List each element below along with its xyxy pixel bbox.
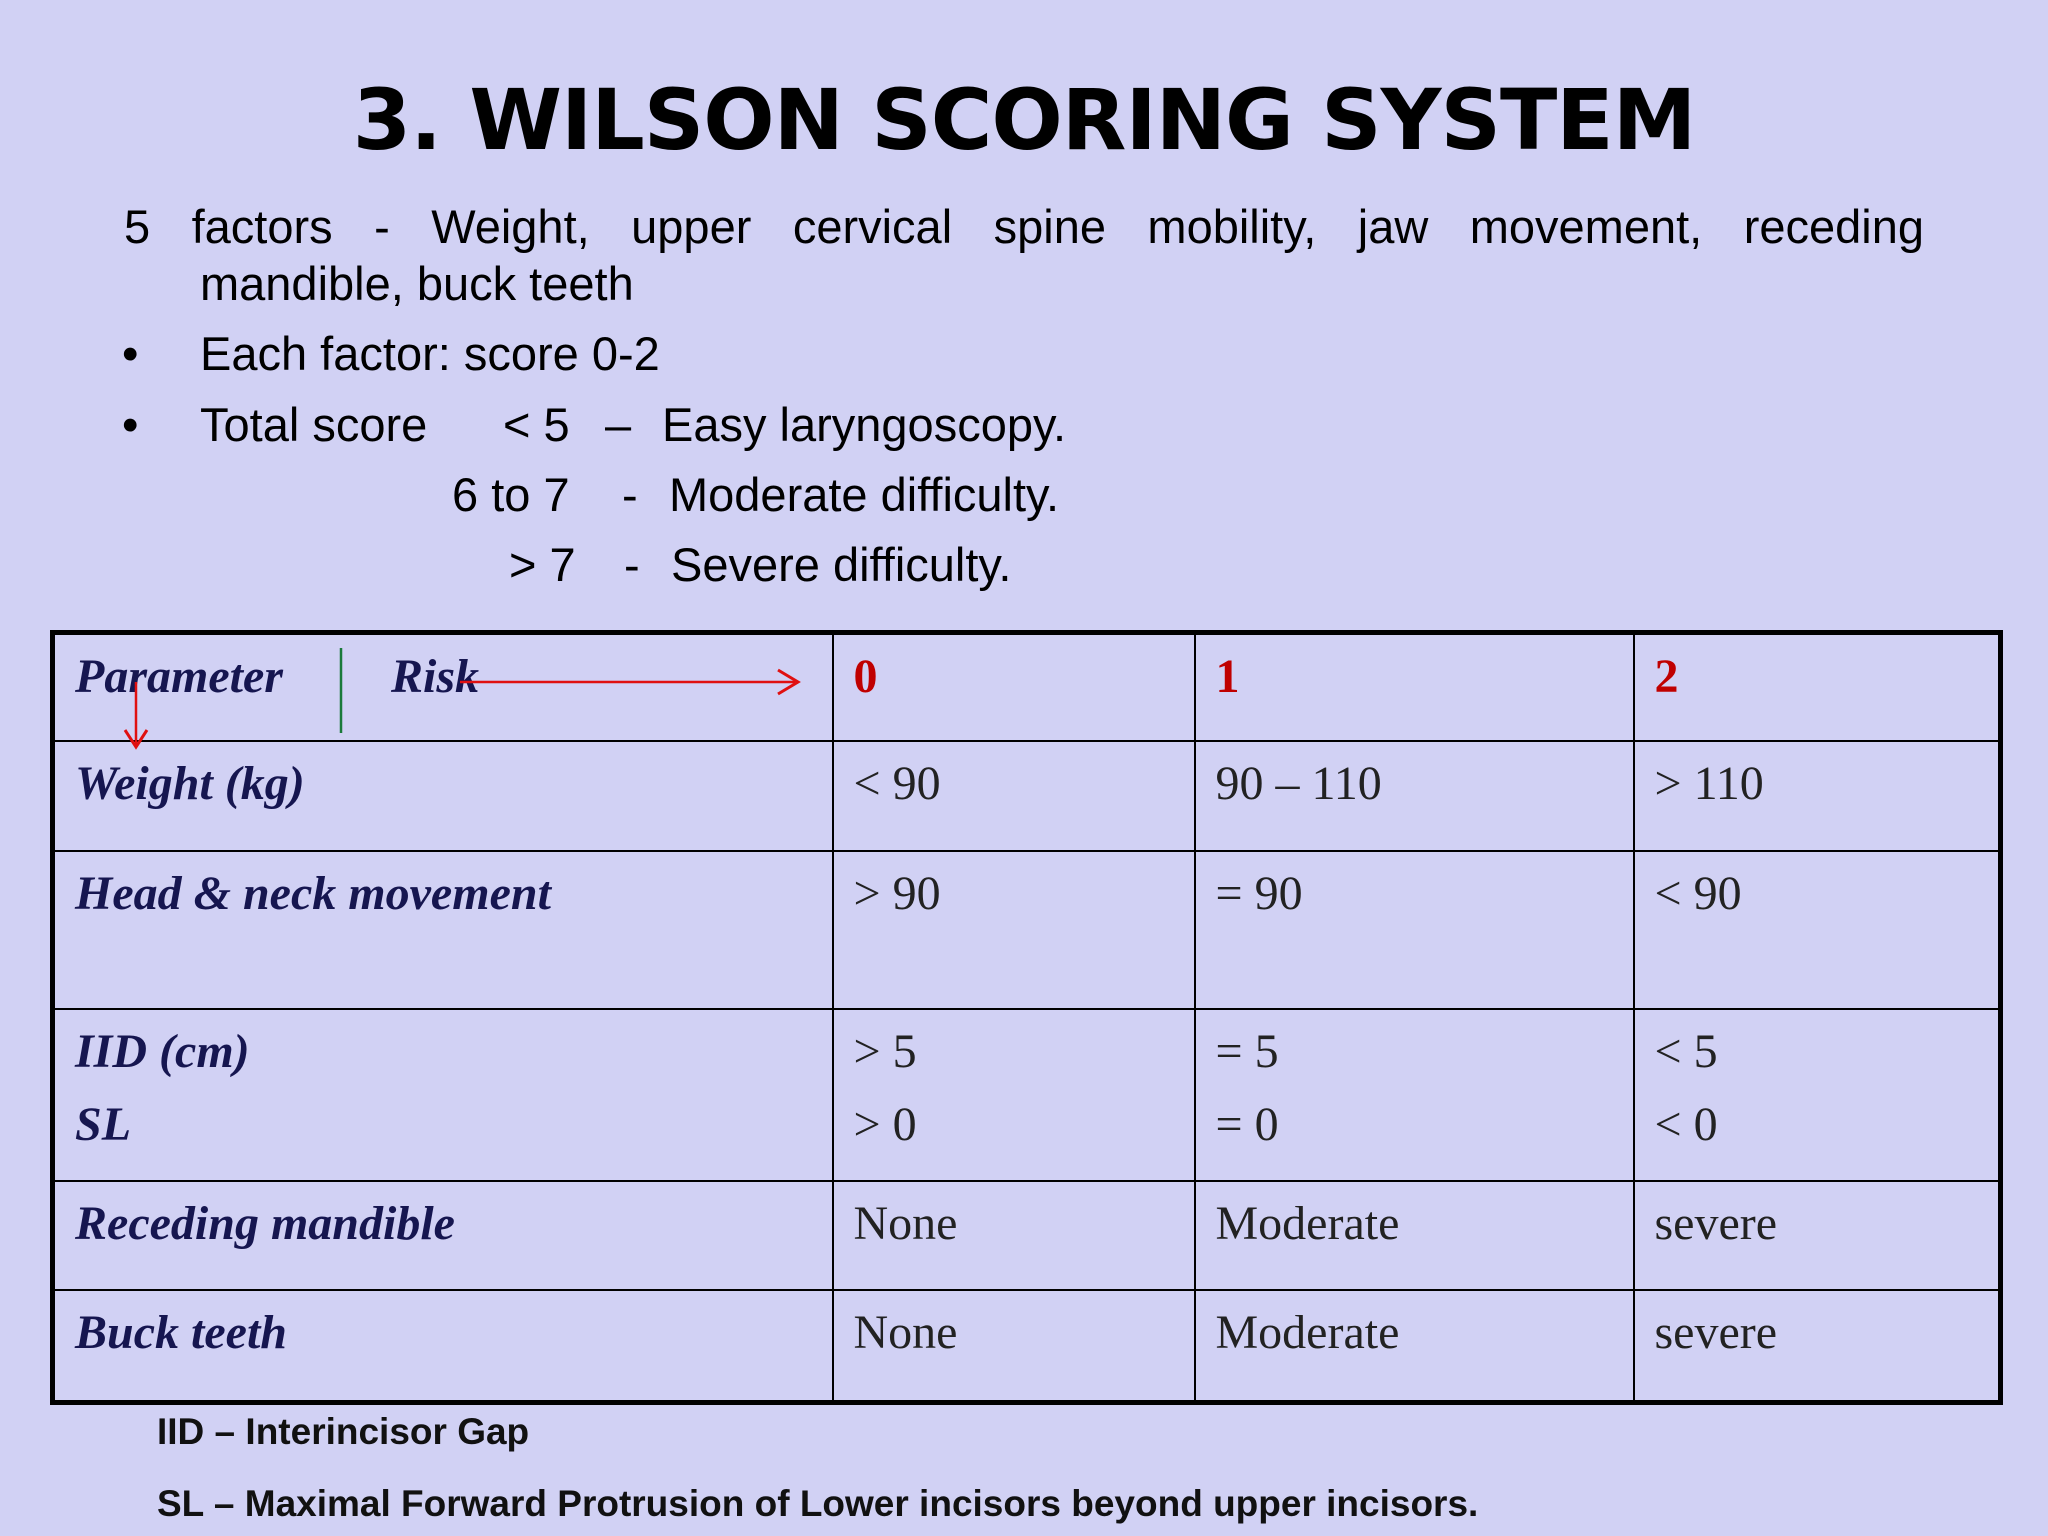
- row-value: > 5: [853, 1024, 917, 1078]
- row-param-cell: [53, 1009, 833, 1181]
- row-value: = 5: [1215, 1024, 1279, 1078]
- intro-word: cervical: [792, 200, 953, 253]
- score-range: 6 to 7: [452, 468, 570, 521]
- header-score-0: 0: [833, 633, 1195, 741]
- intro-line-1: [124, 200, 1924, 253]
- bullet-each-factor: Each factor: score 0-2: [200, 327, 660, 380]
- score-separator: -: [624, 538, 640, 591]
- row-value: < 90: [833, 741, 1195, 851]
- row-value: None: [833, 1290, 1195, 1403]
- score-range: > 7: [509, 538, 576, 591]
- row-value-secondary: > 0: [853, 1097, 917, 1151]
- intro-word: jaw: [1357, 200, 1429, 253]
- score-separator: –: [605, 398, 632, 451]
- row-param: Buck teeth: [53, 1290, 833, 1403]
- score-range: < 5: [503, 398, 570, 451]
- footnote-sl: SL – Maximal Forward Protrusion of Lower incisors beyond upper incisors.: [157, 1483, 1479, 1524]
- intro-word: -: [374, 200, 390, 253]
- intro-word: upper: [631, 200, 752, 253]
- intro-line-2: mandible, buck teeth: [200, 257, 634, 310]
- row-value: Moderate: [1195, 1290, 1634, 1403]
- row-value: > 110: [1634, 741, 2001, 851]
- table-row: [53, 1009, 2001, 1181]
- footnote-iid: IID – Interincisor Gap: [157, 1411, 530, 1452]
- row-param: Receding mandible: [53, 1181, 833, 1290]
- row-value: > 90: [833, 851, 1195, 1009]
- row-value: severe: [1634, 1290, 2001, 1403]
- row-value: = 90: [1195, 851, 1634, 1009]
- intro-word: movement,: [1469, 200, 1703, 253]
- score-description: Severe difficulty.: [671, 538, 1012, 591]
- row-value-secondary: = 0: [1215, 1097, 1279, 1151]
- row-value: < 90: [1634, 851, 2001, 1009]
- intro-word: Weight,: [431, 200, 590, 253]
- intro-word: spine: [993, 200, 1106, 253]
- score-table: [50, 630, 2003, 1405]
- row-value-cell: [1634, 1009, 2001, 1181]
- row-param: IID (cm): [75, 1024, 250, 1078]
- table-header-row: [53, 633, 2001, 741]
- total-score-label: Total score: [200, 398, 428, 451]
- table-row: [53, 1181, 2001, 1290]
- intro-word: 5: [124, 200, 151, 253]
- row-value: 90 – 110: [1195, 741, 1634, 851]
- row-param: Weight (kg): [53, 741, 833, 851]
- row-value-cell: [833, 1009, 1195, 1181]
- row-value: < 5: [1654, 1024, 1718, 1078]
- row-value: severe: [1634, 1181, 2001, 1290]
- header-param-risk-cell: [53, 633, 833, 741]
- score-separator: -: [622, 468, 638, 521]
- intro-word: receding: [1743, 200, 1924, 253]
- slide-title: 3. WILSON SCORING SYSTEM: [352, 71, 1696, 169]
- row-param: Head & neck movement: [53, 851, 833, 1009]
- row-value-secondary: < 0: [1654, 1097, 1718, 1151]
- score-description: Easy laryngoscopy.: [662, 398, 1067, 451]
- header-parameter-label: Parameter: [75, 650, 283, 703]
- bullet-symbol: •: [122, 327, 139, 380]
- intro-word: mobility,: [1147, 200, 1317, 253]
- wilson-score-table: [50, 630, 1998, 1400]
- table-row: [53, 851, 2001, 1009]
- intro-word: factors: [191, 200, 333, 253]
- row-param-secondary: SL: [75, 1097, 132, 1151]
- table-row: [53, 1290, 2001, 1403]
- row-value: None: [833, 1181, 1195, 1290]
- bullet-symbol: •: [122, 398, 139, 451]
- header-score-1: 1: [1195, 633, 1634, 741]
- header-score-2: 2: [1634, 633, 2001, 741]
- row-value-cell: [1195, 1009, 1634, 1181]
- header-risk-label: Risk: [390, 650, 479, 703]
- row-value: Moderate: [1195, 1181, 1634, 1290]
- score-description: Moderate difficulty.: [669, 468, 1060, 521]
- table-row: [53, 741, 2001, 851]
